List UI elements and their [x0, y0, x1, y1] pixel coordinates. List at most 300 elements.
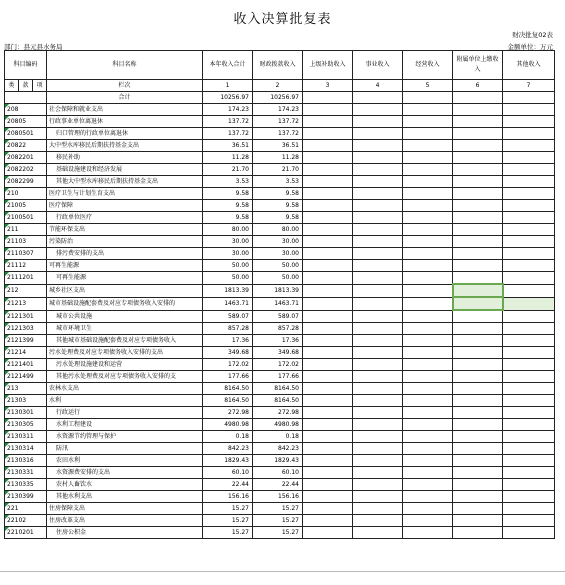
cell-name[interactable]: 基础设施建设和经济发展 [47, 164, 203, 176]
cell-code[interactable]: 2130314 [5, 443, 47, 455]
table-row[interactable] [5, 359, 555, 371]
cell-c1[interactable]: 272.98 [203, 407, 253, 419]
cell-c5[interactable] [403, 248, 453, 260]
table-row[interactable] [5, 116, 555, 128]
cell-c6[interactable] [453, 260, 503, 272]
cell-c4[interactable] [353, 104, 403, 116]
cell-c3[interactable] [303, 284, 353, 297]
cell-c6[interactable] [453, 200, 503, 212]
cell-c5[interactable] [403, 284, 453, 297]
cell-c2[interactable]: 1829.43 [253, 455, 303, 467]
cell-c5[interactable] [403, 419, 453, 431]
cell-c4[interactable] [353, 212, 403, 224]
cell-c1[interactable]: 15.27 [203, 527, 253, 539]
cell-c6[interactable] [453, 383, 503, 395]
cell-c2[interactable]: 15.27 [253, 527, 303, 539]
cell-c1[interactable]: 349.68 [203, 347, 253, 359]
header-other-income[interactable]: 其他收入 [503, 51, 555, 80]
cell-c4[interactable] [353, 407, 403, 419]
table-row[interactable] [5, 164, 555, 176]
cell-c4[interactable] [353, 236, 403, 248]
header-lanci[interactable]: 栏次 [47, 80, 203, 92]
cell-c3[interactable] [303, 491, 353, 503]
cell-c3[interactable] [303, 359, 353, 371]
cell-c2[interactable]: 272.98 [253, 407, 303, 419]
table-row[interactable] [5, 140, 555, 152]
cell-c3[interactable] [303, 260, 353, 272]
cell-name[interactable]: 合计 [47, 92, 203, 104]
header-code[interactable]: 科目编码 [5, 51, 47, 80]
cell-c4[interactable] [353, 395, 403, 407]
cell-name[interactable]: 大中型水库移民后期扶持基金支出 [47, 140, 203, 152]
cell-c3[interactable] [303, 419, 353, 431]
cell-c2[interactable]: 9.58 [253, 212, 303, 224]
cell-c4[interactable] [353, 248, 403, 260]
cell-c6[interactable] [453, 116, 503, 128]
cell-c1[interactable]: 177.66 [203, 371, 253, 383]
table-row[interactable] [5, 224, 555, 236]
cell-c3[interactable] [303, 104, 353, 116]
table-row[interactable] [5, 503, 555, 515]
col-num-6[interactable]: 6 [453, 80, 503, 92]
cell-c6[interactable] [453, 455, 503, 467]
cell-code[interactable]: 210 [5, 188, 47, 200]
cell-c1[interactable]: 30.00 [203, 248, 253, 260]
cell-code[interactable]: 211 [5, 224, 47, 236]
cell-c3[interactable] [303, 176, 353, 188]
cell-c2[interactable]: 15.27 [253, 503, 303, 515]
table-row[interactable] [5, 455, 555, 467]
cell-c4[interactable] [353, 491, 403, 503]
cell-c2[interactable]: 842.23 [253, 443, 303, 455]
cell-c2[interactable]: 60.10 [253, 467, 303, 479]
cell-c4[interactable] [353, 152, 403, 164]
cell-code[interactable]: 2130301 [5, 407, 47, 419]
col-num-3[interactable]: 3 [303, 80, 353, 92]
cell-c5[interactable] [403, 188, 453, 200]
cell-c4[interactable] [353, 224, 403, 236]
cell-c7[interactable] [503, 407, 555, 419]
cell-c3[interactable] [303, 323, 353, 335]
cell-c6[interactable] [453, 104, 503, 116]
cell-c4[interactable] [353, 188, 403, 200]
cell-name[interactable]: 住房改革支出 [47, 515, 203, 527]
cell-c1[interactable]: 22.44 [203, 479, 253, 491]
col-num-1[interactable]: 1 [203, 80, 253, 92]
cell-c6[interactable] [453, 164, 503, 176]
cell-c6[interactable] [453, 491, 503, 503]
cell-code[interactable]: 208 [5, 104, 47, 116]
cell-c6[interactable] [453, 479, 503, 491]
header-affiliated-income[interactable]: 附属单位上缴收入 [453, 51, 503, 80]
cell-c5[interactable] [403, 310, 453, 323]
cell-c2[interactable]: 17.36 [253, 335, 303, 347]
cell-c1[interactable]: 137.72 [203, 128, 253, 140]
cell-name[interactable]: 其他水利支出 [47, 491, 203, 503]
cell-c2[interactable]: 30.00 [253, 236, 303, 248]
cell-c1[interactable]: 589.07 [203, 310, 253, 323]
cell-c3[interactable] [303, 140, 353, 152]
cell-name[interactable]: 社会保障和就业支出 [47, 104, 203, 116]
cell-c5[interactable] [403, 395, 453, 407]
cell-c6[interactable] [453, 359, 503, 371]
cell-name[interactable]: 可再生能源 [47, 260, 203, 272]
cell-c3[interactable] [303, 248, 353, 260]
cell-c1[interactable]: 30.00 [203, 236, 253, 248]
cell-name[interactable]: 行政事业单位离退休 [47, 116, 203, 128]
cell-c7[interactable] [503, 503, 555, 515]
cell-c5[interactable] [403, 479, 453, 491]
cell-c2[interactable]: 589.07 [253, 310, 303, 323]
cell-c4[interactable] [353, 431, 403, 443]
cell-c7[interactable] [503, 455, 555, 467]
cell-c7[interactable] [503, 236, 555, 248]
table-row[interactable] [5, 371, 555, 383]
cell-c7[interactable] [503, 176, 555, 188]
cell-c2[interactable]: 21.70 [253, 164, 303, 176]
cell-c1[interactable]: 172.02 [203, 359, 253, 371]
cell-c5[interactable] [403, 297, 453, 310]
cell-c7[interactable] [503, 212, 555, 224]
cell-c5[interactable] [403, 407, 453, 419]
cell-c5[interactable] [403, 527, 453, 539]
cell-code[interactable]: 2121401 [5, 359, 47, 371]
header-operating-income[interactable]: 经营收入 [403, 51, 453, 80]
table-row[interactable] [5, 515, 555, 527]
cell-c2[interactable]: 8164.50 [253, 395, 303, 407]
cell-name[interactable]: 医疗卫生与计划生育支出 [47, 188, 203, 200]
cell-c5[interactable] [403, 224, 453, 236]
cell-c3[interactable] [303, 479, 353, 491]
cell-name[interactable]: 其他城市基础设施配套费及对应专项债务收入 [47, 335, 203, 347]
cell-name[interactable]: 行政单位医疗 [47, 212, 203, 224]
cell-c3[interactable] [303, 116, 353, 128]
cell-c4[interactable] [353, 140, 403, 152]
cell-c6[interactable] [453, 503, 503, 515]
table-row[interactable] [5, 176, 555, 188]
header-lei[interactable]: 类 [5, 80, 19, 92]
cell-c7[interactable] [503, 224, 555, 236]
cell-c6[interactable] [453, 515, 503, 527]
cell-c3[interactable] [303, 224, 353, 236]
cell-c1[interactable]: 8164.50 [203, 395, 253, 407]
cell-c1[interactable]: 9.58 [203, 200, 253, 212]
table-row[interactable] [5, 236, 555, 248]
cell-c2[interactable]: 349.68 [253, 347, 303, 359]
cell-c1[interactable]: 60.10 [203, 467, 253, 479]
cell-c2[interactable]: 50.00 [253, 260, 303, 272]
cell-code[interactable]: 2110307 [5, 248, 47, 260]
cell-c6[interactable] [453, 176, 503, 188]
table-row[interactable] [5, 272, 555, 285]
table-row[interactable] [5, 431, 555, 443]
cell-c4[interactable] [353, 260, 403, 272]
cell-c1[interactable]: 17.36 [203, 335, 253, 347]
cell-c2[interactable]: 172.02 [253, 359, 303, 371]
cell-code[interactable]: 21213 [5, 297, 47, 310]
cell-code[interactable]: 21005 [5, 200, 47, 212]
cell-c3[interactable] [303, 164, 353, 176]
cell-c5[interactable] [403, 212, 453, 224]
cell-c4[interactable] [353, 164, 403, 176]
cell-c5[interactable] [403, 455, 453, 467]
cell-c2[interactable]: 0.18 [253, 431, 303, 443]
cell-c6[interactable] [453, 335, 503, 347]
cell-c7[interactable] [503, 527, 555, 539]
cell-c7[interactable] [503, 260, 555, 272]
table-row[interactable] [5, 310, 555, 323]
cell-c7[interactable] [503, 371, 555, 383]
cell-c2[interactable]: 80.00 [253, 224, 303, 236]
cell-name[interactable]: 水利 [47, 395, 203, 407]
cell-c1[interactable]: 50.00 [203, 260, 253, 272]
cell-c6[interactable] [453, 431, 503, 443]
table-row[interactable] [5, 347, 555, 359]
cell-code[interactable]: 2130331 [5, 467, 47, 479]
cell-code[interactable]: 2210201 [5, 527, 47, 539]
table-row[interactable] [5, 104, 555, 116]
cell-c4[interactable] [353, 359, 403, 371]
cell-c1[interactable]: 8164.50 [203, 383, 253, 395]
table-row[interactable] [5, 200, 555, 212]
cell-c7[interactable] [503, 310, 555, 323]
cell-c4[interactable] [353, 371, 403, 383]
cell-c5[interactable] [403, 164, 453, 176]
cell-c7[interactable] [503, 359, 555, 371]
cell-c4[interactable] [353, 323, 403, 335]
table-row[interactable] [5, 467, 555, 479]
cell-c3[interactable] [303, 335, 353, 347]
cell-c3[interactable] [303, 212, 353, 224]
cell-c1[interactable]: 857.28 [203, 323, 253, 335]
cell-c2[interactable]: 36.51 [253, 140, 303, 152]
cell-c1[interactable]: 15.27 [203, 515, 253, 527]
cell-c1[interactable]: 137.72 [203, 116, 253, 128]
cell-c2[interactable]: 9.58 [253, 188, 303, 200]
cell-c7[interactable] [503, 323, 555, 335]
cell-c3[interactable] [303, 152, 353, 164]
cell-c4[interactable] [353, 527, 403, 539]
cell-code[interactable] [5, 92, 47, 104]
cell-c3[interactable] [303, 443, 353, 455]
cell-code[interactable]: 2121399 [5, 335, 47, 347]
table-row[interactable] [5, 335, 555, 347]
table-row[interactable] [5, 248, 555, 260]
cell-c3[interactable] [303, 503, 353, 515]
cell-c6[interactable] [453, 284, 503, 297]
cell-c3[interactable] [303, 272, 353, 285]
cell-c5[interactable] [403, 92, 453, 104]
cell-c3[interactable] [303, 383, 353, 395]
table-row[interactable] [5, 297, 555, 310]
cell-c4[interactable] [353, 284, 403, 297]
cell-name[interactable]: 城市环境卫生 [47, 323, 203, 335]
cell-c1[interactable]: 21.70 [203, 164, 253, 176]
cell-c7[interactable] [503, 297, 555, 310]
cell-c7[interactable] [503, 431, 555, 443]
cell-name[interactable]: 水资源节约管理与保护 [47, 431, 203, 443]
cell-c3[interactable] [303, 455, 353, 467]
cell-name[interactable]: 污水处理设施建设和运营 [47, 359, 203, 371]
cell-code[interactable]: 2100501 [5, 212, 47, 224]
cell-name[interactable]: 城乡社区支出 [47, 284, 203, 297]
cell-c6[interactable] [453, 188, 503, 200]
cell-code[interactable]: 2111201 [5, 272, 47, 285]
cell-c7[interactable] [503, 347, 555, 359]
cell-c5[interactable] [403, 515, 453, 527]
cell-c6[interactable] [453, 443, 503, 455]
cell-c2[interactable]: 177.66 [253, 371, 303, 383]
cell-c7[interactable] [503, 395, 555, 407]
cell-code[interactable]: 21214 [5, 347, 47, 359]
col-num-2[interactable]: 2 [253, 80, 303, 92]
cell-c7[interactable] [503, 248, 555, 260]
cell-code[interactable]: 2082201 [5, 152, 47, 164]
table-row[interactable] [5, 419, 555, 431]
cell-c3[interactable] [303, 371, 353, 383]
cell-c3[interactable] [303, 310, 353, 323]
cell-name[interactable]: 其他污水处理费及对应专项债务收入安排的支 [47, 371, 203, 383]
cell-c5[interactable] [403, 104, 453, 116]
cell-c7[interactable] [503, 92, 555, 104]
cell-name[interactable]: 医疗保障 [47, 200, 203, 212]
cell-name[interactable]: 水利工程建设 [47, 419, 203, 431]
cell-c4[interactable] [353, 297, 403, 310]
cell-c6[interactable] [453, 272, 503, 285]
col-num-4[interactable]: 4 [353, 80, 403, 92]
cell-c7[interactable] [503, 164, 555, 176]
cell-name[interactable]: 城市公共设施 [47, 310, 203, 323]
cell-c4[interactable] [353, 503, 403, 515]
cell-c1[interactable]: 36.51 [203, 140, 253, 152]
cell-code[interactable]: 2121499 [5, 371, 47, 383]
cell-c2[interactable]: 22.44 [253, 479, 303, 491]
cell-c2[interactable]: 174.23 [253, 104, 303, 116]
cell-name[interactable]: 住房保障支出 [47, 503, 203, 515]
cell-c1[interactable]: 9.58 [203, 188, 253, 200]
cell-c3[interactable] [303, 527, 353, 539]
header-kuan[interactable]: 款 [19, 80, 33, 92]
cell-c6[interactable] [453, 92, 503, 104]
cell-c2[interactable]: 137.72 [253, 116, 303, 128]
cell-c5[interactable] [403, 371, 453, 383]
header-xiang[interactable]: 项 [33, 80, 47, 92]
cell-c7[interactable] [503, 491, 555, 503]
cell-c6[interactable] [453, 407, 503, 419]
cell-c7[interactable] [503, 515, 555, 527]
cell-c1[interactable]: 156.16 [203, 491, 253, 503]
cell-c3[interactable] [303, 515, 353, 527]
table-row[interactable] [5, 92, 555, 104]
cell-code[interactable]: 2080501 [5, 128, 47, 140]
cell-code[interactable]: 2130335 [5, 479, 47, 491]
table-row[interactable] [5, 383, 555, 395]
cell-code[interactable]: 2121303 [5, 323, 47, 335]
cell-c6[interactable] [453, 527, 503, 539]
cell-c7[interactable] [503, 443, 555, 455]
cell-name[interactable]: 归口管理的行政单位离退休 [47, 128, 203, 140]
cell-name[interactable]: 节能环保支出 [47, 224, 203, 236]
cell-c3[interactable] [303, 395, 353, 407]
cell-c4[interactable] [353, 419, 403, 431]
cell-c5[interactable] [403, 260, 453, 272]
cell-c5[interactable] [403, 347, 453, 359]
header-business-income[interactable]: 事业收入 [353, 51, 403, 80]
cell-c7[interactable] [503, 128, 555, 140]
cell-code[interactable]: 212 [5, 284, 47, 297]
cell-c1[interactable]: 1813.39 [203, 284, 253, 297]
header-total-income[interactable]: 本年收入合计 [203, 51, 253, 80]
cell-c1[interactable]: 1463.71 [203, 297, 253, 310]
cell-c1[interactable]: 9.58 [203, 212, 253, 224]
cell-c1[interactable]: 50.00 [203, 272, 253, 285]
cell-c2[interactable]: 137.72 [253, 128, 303, 140]
cell-c5[interactable] [403, 443, 453, 455]
table-row[interactable] [5, 491, 555, 503]
cell-c1[interactable]: 0.18 [203, 431, 253, 443]
table-row[interactable] [5, 212, 555, 224]
cell-c4[interactable] [353, 383, 403, 395]
header-superior-subsidy[interactable]: 上级补助收入 [303, 51, 353, 80]
cell-code[interactable]: 213 [5, 383, 47, 395]
cell-c6[interactable] [453, 128, 503, 140]
cell-code[interactable]: 2121301 [5, 310, 47, 323]
table-row[interactable] [5, 527, 555, 539]
cell-c6[interactable] [453, 152, 503, 164]
cell-c1[interactable]: 10256.97 [203, 92, 253, 104]
cell-c3[interactable] [303, 407, 353, 419]
cell-c5[interactable] [403, 491, 453, 503]
cell-c7[interactable] [503, 272, 555, 285]
cell-c1[interactable]: 80.00 [203, 224, 253, 236]
cell-c3[interactable] [303, 236, 353, 248]
cell-c5[interactable] [403, 323, 453, 335]
table-row[interactable] [5, 284, 555, 297]
cell-c7[interactable] [503, 335, 555, 347]
cell-c2[interactable]: 10256.97 [253, 92, 303, 104]
cell-c4[interactable] [353, 515, 403, 527]
table-row[interactable] [5, 479, 555, 491]
cell-c4[interactable] [353, 176, 403, 188]
cell-c5[interactable] [403, 236, 453, 248]
cell-name[interactable]: 水资源费安排的支出 [47, 467, 203, 479]
cell-c5[interactable] [403, 140, 453, 152]
cell-c7[interactable] [503, 479, 555, 491]
cell-code[interactable]: 2130316 [5, 455, 47, 467]
cell-name[interactable]: 农林水支出 [47, 383, 203, 395]
cell-c7[interactable] [503, 467, 555, 479]
cell-code[interactable]: 21303 [5, 395, 47, 407]
col-num-7[interactable]: 7 [503, 80, 555, 92]
cell-c5[interactable] [403, 152, 453, 164]
cell-name[interactable]: 农田水利 [47, 455, 203, 467]
cell-name[interactable]: 农村人畜饮水 [47, 479, 203, 491]
cell-code[interactable]: 20822 [5, 140, 47, 152]
cell-c6[interactable] [453, 419, 503, 431]
cell-name[interactable]: 其他大中型水库移民后期扶持基金支出 [47, 176, 203, 188]
cell-c2[interactable]: 15.27 [253, 515, 303, 527]
cell-c3[interactable] [303, 92, 353, 104]
cell-code[interactable]: 2130305 [5, 419, 47, 431]
table-row[interactable] [5, 188, 555, 200]
cell-c7[interactable] [503, 383, 555, 395]
cell-code[interactable]: 21103 [5, 236, 47, 248]
cell-name[interactable]: 防汛 [47, 443, 203, 455]
cell-c6[interactable] [453, 224, 503, 236]
cell-c5[interactable] [403, 359, 453, 371]
cell-c4[interactable] [353, 200, 403, 212]
cell-c4[interactable] [353, 479, 403, 491]
